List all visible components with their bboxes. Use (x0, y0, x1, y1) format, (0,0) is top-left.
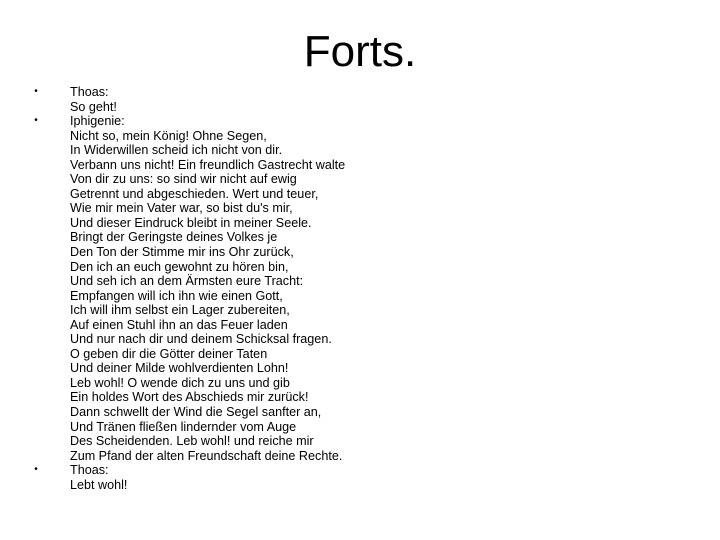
text-line: Getrennt und abgeschieden. Wert und teuer, (70, 186, 319, 201)
text-line: Des Scheidenden. Leb wohl! und reiche mir (70, 434, 314, 449)
text-line: Empfangen will ich ihn wie einen Gott, (70, 288, 283, 303)
text-line: Thoas: (70, 85, 109, 99)
text-line: Und Tränen fließen lindernder vom Auge (70, 419, 297, 434)
text-line: Auf einen Stuhl ihn an das Feuer laden (70, 317, 288, 332)
text-line: Ich will ihm selbst ein Lager zubereiten, (70, 303, 290, 318)
slide-title (0, 26, 720, 78)
text-line: In Widerwillen scheid ich nicht von dir. (70, 143, 283, 158)
text-line: Dann schwellt der Wind die Segel sanfter an, (70, 405, 322, 420)
slide-body (30, 85, 680, 492)
text-line: Iphigenie: (70, 114, 125, 129)
text-line: Zum Pfand der alten Freundschaft deine Rechte. (70, 448, 343, 463)
text-line: So geht! (70, 99, 117, 114)
text-line: Leb wohl! O wende dich zu uns und gib (70, 375, 290, 390)
bullet-icon: • (34, 115, 38, 127)
bullet-icon: • (34, 86, 38, 97)
text-line: Bringt der Geringste deines Volkes je (70, 230, 278, 245)
text-line: Und seh ich an dem Ärmsten eure Tracht: (70, 274, 304, 289)
text-line: O geben dir die Götter deiner Taten (70, 346, 268, 361)
text-line: Den Ton der Stimme mir ins Ohr zurück, (70, 245, 294, 260)
text-line: Nicht so, mein König! Ohne Segen, (70, 128, 267, 143)
text-line: Und nur nach dir und deinem Schicksal fragen. (70, 332, 332, 347)
slide-title-text: Forts. (303, 27, 417, 76)
text-line: Und dieser Eindruck bleibt in meiner Seele. (70, 215, 312, 230)
bullet-icon: • (34, 464, 38, 476)
text-line: Verbann uns nicht! Ein freundlich Gastrecht walte (70, 157, 346, 172)
text-line: Von dir zu uns: so sind wir nicht auf ewig (70, 172, 297, 187)
text-line: Den ich an euch gewohnt zu hören bin, (70, 259, 289, 274)
text-line: Und deiner Milde wohlverdienten Lohn! (70, 361, 289, 376)
text-line: Wie mir mein Vater war, so bist du's mir, (70, 201, 293, 216)
bullet-item-thoas-1 (30, 85, 680, 114)
bullet-item-iphigenie (30, 114, 680, 463)
bullet-item-thoas-2 (30, 463, 680, 492)
text-line: Ein holdes Wort des Abschieds mir zurück! (70, 390, 309, 405)
text-line: Thoas: (70, 463, 109, 478)
text-line: Lebt wohl! (70, 477, 128, 492)
